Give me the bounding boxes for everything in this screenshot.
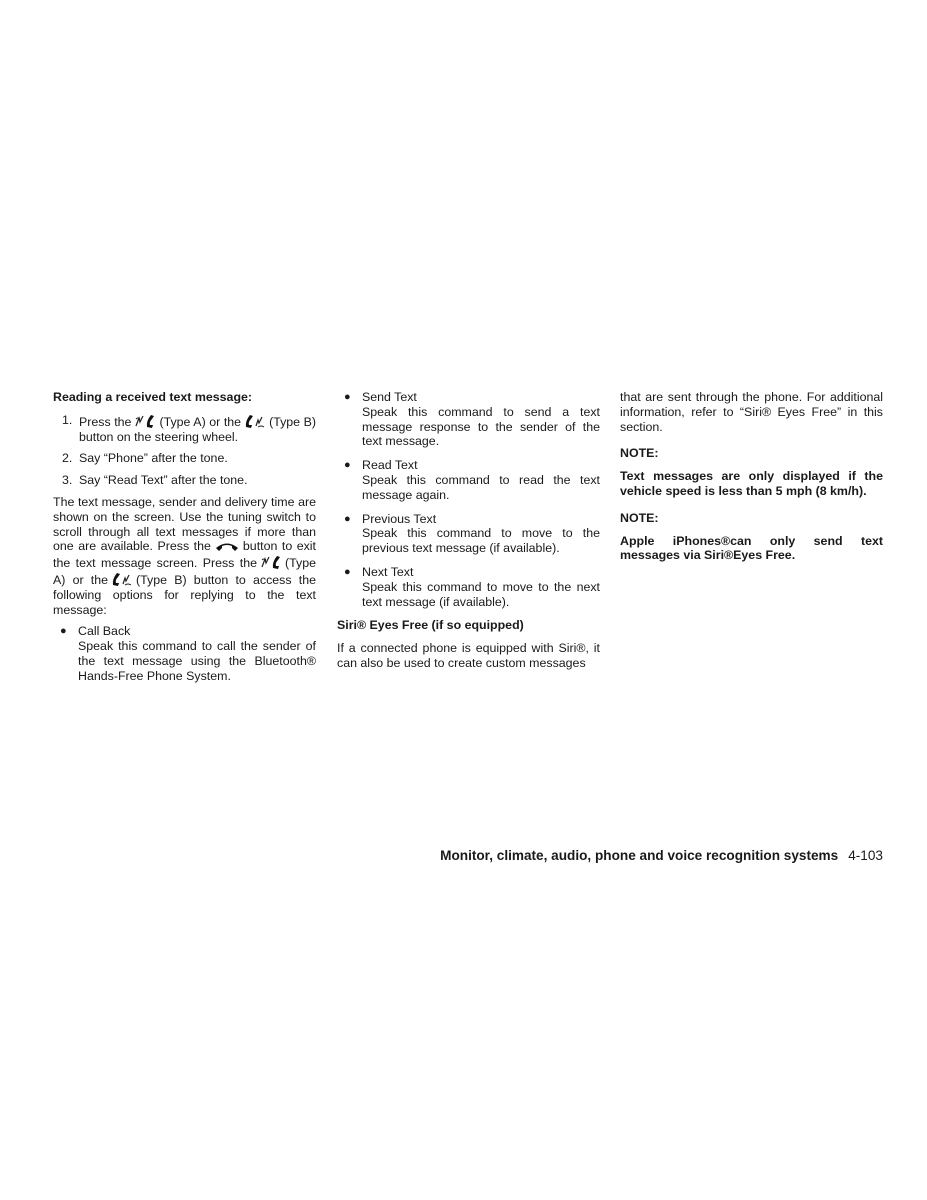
footer-section-title: Monitor, climate, audio, phone and voice recognition systems <box>440 848 839 863</box>
bullet-next-text <box>337 565 600 609</box>
bullet-description: Speak this command to read the text message again. <box>362 472 600 502</box>
page-number: 4-103 <box>848 848 883 863</box>
step-3: 3. Say “Read Text” after the tone. <box>53 473 316 488</box>
bullet-description: Speak this command to move to the next text message (if available). <box>362 579 600 609</box>
bullet-title: Previous Text <box>362 511 437 526</box>
note-body: Apple iPhones®can only send text messages via Siri®Eyes Free. <box>620 533 883 563</box>
step-number: 1. <box>62 412 73 427</box>
note-heading: NOTE: <box>620 446 659 461</box>
body-paragraph: The text message, sender and delivery time are shown on the screen. Use the tuning switch to scroll through all text messages if more than one are available. Press the button to exit the text message screen. Press the (Type A) or the (Type B) button to access the following options for replying to the text message: <box>53 494 317 617</box>
bullet-dot: ● <box>344 391 351 403</box>
column-2 <box>337 390 600 678</box>
bullet-description: Speak this command to send a text message response to the sender of the text message. <box>362 404 600 449</box>
subsection-heading: Siri® Eyes Free (if so equipped) <box>337 618 524 633</box>
step-2: 2. Say “Phone” after the tone. <box>53 451 316 466</box>
bullet-dot: ● <box>344 565 351 578</box>
bullet-call-back <box>53 624 316 683</box>
bullet-title: Next Text <box>362 564 414 579</box>
step-number: 3. <box>62 473 73 488</box>
bullet-dot: ● <box>344 512 351 525</box>
bullet-description: Speak this command to call the sender of the text message using the Bluetooth® Hands-Free Phone System. <box>78 639 316 683</box>
page-footer <box>440 848 883 863</box>
note-body: Text messages are only displayed if the vehicle speed is less than 5 mph (8 km/h). <box>620 469 883 498</box>
column-3 <box>620 390 883 573</box>
voice-phone-type-a-icon <box>260 554 282 570</box>
bullet-dot: ● <box>60 625 67 638</box>
body-paragraph: that are sent through the phone. For additional information, refer to “Siri® Eyes Free” in this section. <box>620 390 883 434</box>
bullet-title: Call Back <box>78 624 131 639</box>
column-1 <box>53 390 316 693</box>
bullet-dot: ● <box>344 459 351 472</box>
phone-voice-type-b-icon <box>244 413 266 429</box>
bullet-send-text <box>337 390 600 449</box>
step-1: 1. Press the (Type A) or the (Type B) button on the steering wheel. <box>53 413 316 445</box>
section-heading: Reading a received text message: <box>53 390 253 404</box>
bullet-previous-text <box>337 512 600 556</box>
voice-phone-type-a-icon <box>134 413 156 429</box>
step-number: 2. <box>62 451 73 466</box>
bullet-title: Send Text <box>362 390 417 404</box>
bullet-read-text <box>337 458 600 502</box>
hang-up-icon <box>214 539 240 553</box>
phone-voice-type-b-icon <box>111 571 133 587</box>
bullet-title: Read Text <box>362 458 418 473</box>
bullet-description: Speak this command to move to the previous text message (if available). <box>362 526 600 556</box>
body-paragraph: If a connected phone is equipped with Siri®, it can also be used to create custom messages <box>337 641 600 670</box>
note-heading: NOTE: <box>620 510 659 525</box>
